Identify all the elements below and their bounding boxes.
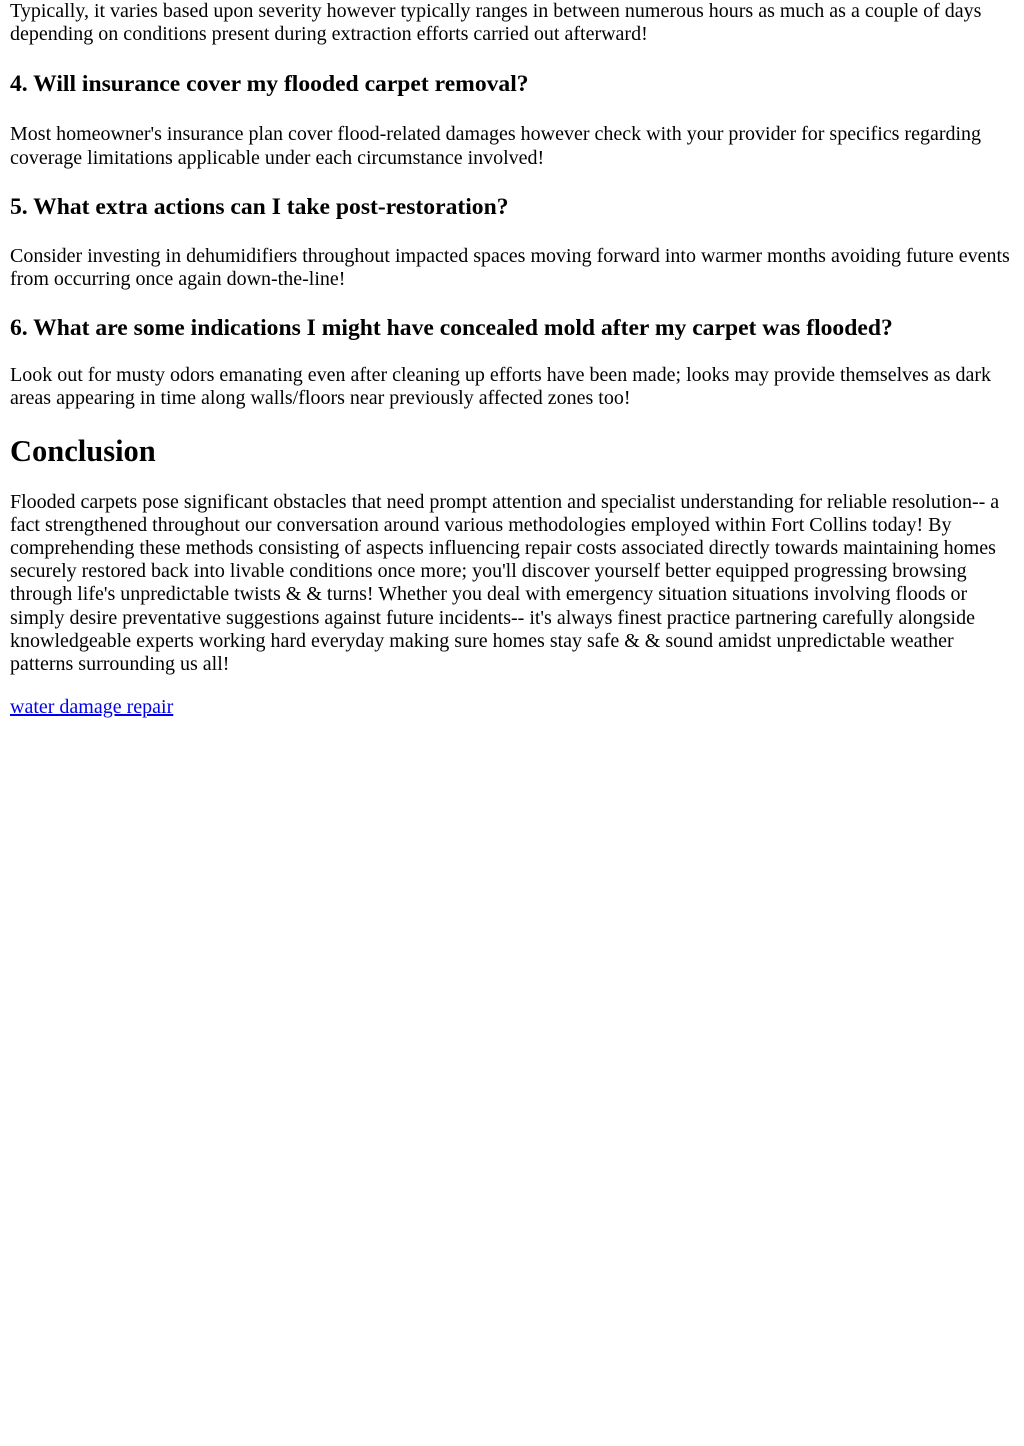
faq-question-5: 5. What extra actions can I take post-restoration? [10,193,509,220]
faq-question-4: 4. Will insurance cover my flooded carpet removal? [10,71,529,98]
faq-question-6: 6. What are some indications I might have concealed mold after my carpet was flooded? [10,315,893,342]
faq-answer-5: Consider investing in dehumidifiers throughout impacted spaces moving forward into warmer months avoiding future events from occurring once again down-the-line! [10,244,1010,291]
link-paragraph [10,696,1014,719]
faq-answer-4: Most homeowner's insurance plan cover flood-related damages however check with your provider for specifics regarding coverage limitations applicable under each circumstance involved! [10,123,982,169]
intro-paragraph: Typically, it varies based upon severity however typically ranges in between numerous hours as much as a couple of days depending on conditions present during extraction efforts carried out afterward! [10,0,982,46]
water-damage-repair-link[interactable]: water damage repair [10,696,174,719]
article-body [0,0,1024,719]
conclusion-paragraph: Flooded carpets pose significant obstacles that need prompt attention and specialist understanding for reliable resolution-- a fact strengthened throughout our conversation around various methodologies employed within Fort Collins today! By comprehending these methods consisting of aspects influencing repair costs associated directly towards maintaining homes securely restored back into livable conditions once more; you'll discover yourself better equipped progressing browsing through life's unpredictable twists & & turns! Whether you deal with emergency situation situations involving floods or simply desire preventative suggestions against future incidents-- it's always finest practice partnering carefully alongside knowledgeable experts working hard everyday making sure homes stay safe & & sound amidst unpredictable weather patterns surrounding us all! [10,490,1000,676]
conclusion-heading: Conclusion [10,433,156,468]
faq-answer-6: Look out for musty odors emanating even after cleaning up efforts have been made; looks may provide themselves as dark areas appearing in time along walls/floors near previously affected zones too! [10,364,992,410]
